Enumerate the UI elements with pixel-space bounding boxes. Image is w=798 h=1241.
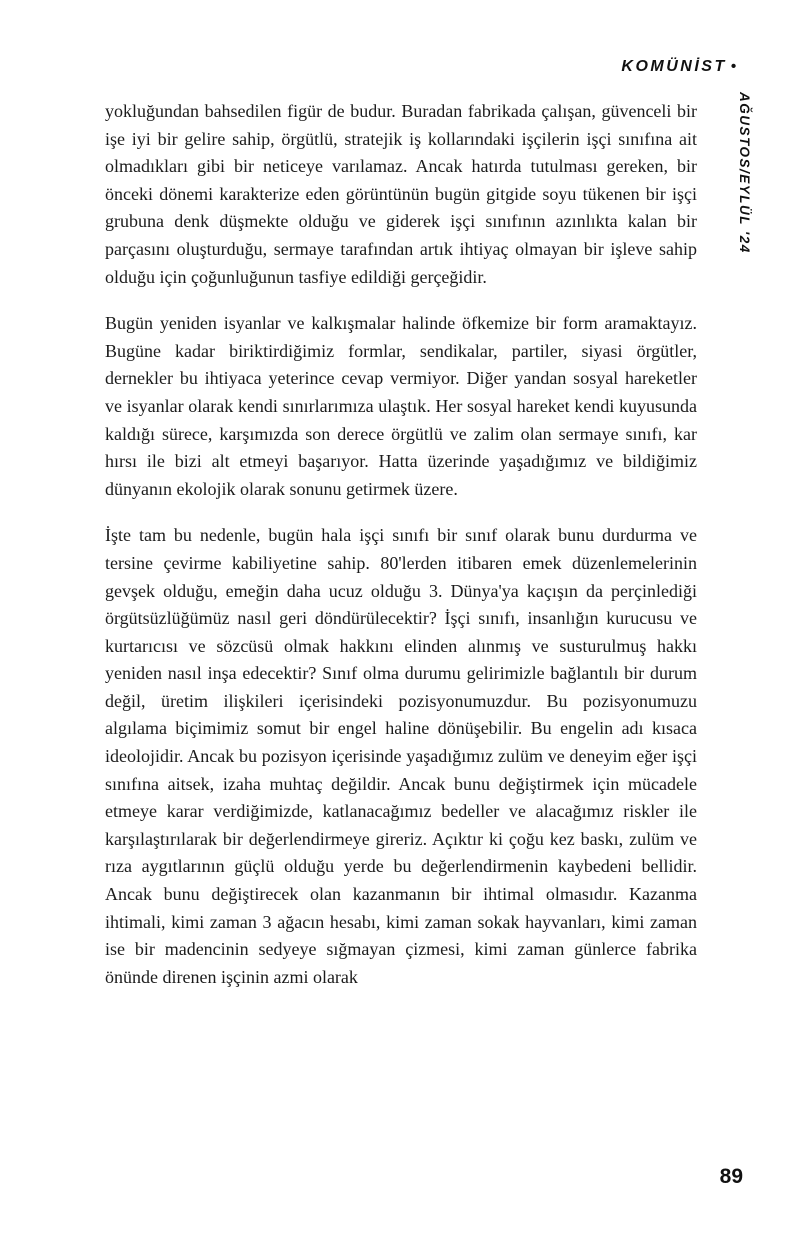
paragraph-2: Bugün yeniden isyanlar ve kalkışmalar halinde öfkemize bir form aramaktayız. Bugüne kadar biriktirdiğimiz formlar, sendikalar, partiler, siyasi örgütler, dernekler bu ihtiyaca yeterince cevap vermiyor. Diğer yandan sosyal hareketler ve isyanlar olarak kendi sınırlarımıza ulaştık. Her sosyal hareket kendi kuyusunda kaldığı sürece, karşımızda son derece örgütlü ve zalim olan sermaye sınıfı, kar hırsı ile bizi alt etmeyi başarıyor. Hatta üzerinde yaşadığımız ve bildiğimiz dünyanın ekolojik olarak sonunu getirmek üzere. — [105, 313, 697, 499]
issue-date-vertical: AĞUSTOS/EYLÜL '24 — [737, 92, 752, 254]
page-number: 89 — [719, 1165, 743, 1188]
paragraph-1: yokluğundan bahsedilen figür de budur. Buradan fabrikada çalışan, güvenceli bir işe iyi bir gelire sahip, örgütlü, stratejik iş kollarındaki işçilerin işçi sınıfına ait olmadıkları gibi bir neticeye varılamaz. Ancak hatırda tutulması gereken, bir önceki dönemi karakterize eden görüntünün bugün gitgide soyu tükenen bir işçi grubuna denk düşmekte olduğu ve giderek işçi sınıfının azınlıkta kalan bir parçasını oluşturduğu, sermaye tarafından artık ihtiyaç olmayan bir işleve sahip olduğu için çoğunluğunun tasfiye edildiği gerçeğidir. — [105, 101, 697, 287]
magazine-title: KOMÜNİST — [621, 58, 727, 75]
article-body — [105, 98, 697, 991]
header-bullet: • — [730, 58, 736, 75]
paragraph-3: İşte tam bu nedenle, bugün hala işçi sınıfı bir sınıf olarak bunu durdurma ve tersine çevirme kabiliyetine sahip. 80'lerden itibaren emek düzenlemelerinin gevşek olduğu, emeğin daha ucuz olduğu 3. Dünya'ya kaçışın da perçinlediği örgütsüzlüğümüz nasıl geri döndürülecektir? İşçi sınıfı, insanlığın kurucusu ve kurtarıcısı ve sözcüsü olmak hakkını elinden alınmış ve susturulmuş hakkı yeniden nasıl inşa edecektir? Sınıf olma durumu gelirimizle bağlantılı bir durum değil, üretim ilişkileri içerisindeki pozisyonumuzdur. Bu pozisyonumuzu algılama biçimimiz somut bir engel haline dönüşebilir. Bu engelin adı kısaca ideolojidir. Ancak bu pozisyon içerisinde yaşadığımız zulüm ve deneyim eğer işçi sınıfına aitsek, izaha muhtaç değildir. Ancak bunu değiştirmek için mücadele etmeye karar verdiğimizde, katlanacağımız bedeller ve alacağımız riskler ile karşılaştırılarak bir değerlendirmeye gireriz. Açıktır ki çoğu kez baskı, zulüm ve rıza aygıtlarının güçlü olduğu yerde bu değerlendirmenin kaybedeni bellidir. Ancak bunu değiştirecek olan kazanmanın bir ihtimal olmasıdır. Kazanma ihtimali, kimi zaman 3 ağacın hesabı, kimi zaman sokak hayvanları, kimi zaman ise bir madencinin sedyeye sığmayan çizmesi, kimi zaman günlerce fabrika önünde direnen işçinin azmi olarak — [105, 525, 697, 987]
page-header — [621, 58, 736, 76]
